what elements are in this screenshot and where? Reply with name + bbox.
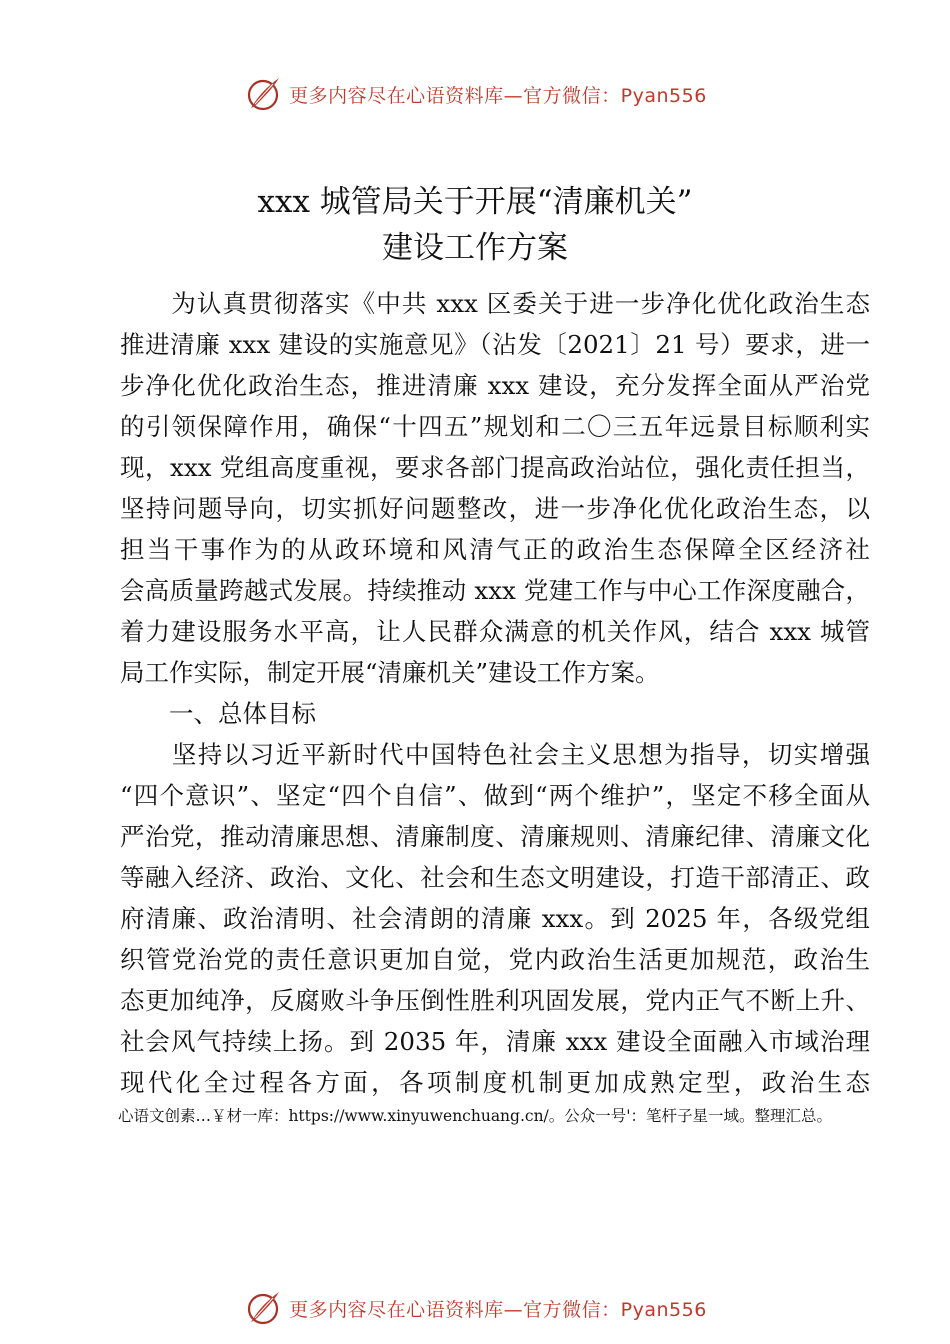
document-title-line-2: 建设工作方案 xyxy=(382,230,568,266)
page-footer: 心语文创素…￥材一库：https://www.xinyuwenchuang.cn/。公众一号'：笔杆子星一域。整理汇总。 xyxy=(117,1107,833,1125)
footer-banner xyxy=(0,1286,950,1330)
body-line: 坚持以习近平新时代中国特色社会主义思想为指导，切实增强 xyxy=(120,740,870,769)
document-title-line-1: xxx 城管局关于开展“清廉机关” xyxy=(257,184,693,220)
banner-text: 更多内容尽在心语资料库—官方微信：Pyan556 xyxy=(289,84,707,107)
body-line: “四个意识”、坚定“四个自信”、做到“两个维护”，坚定不移全面从 xyxy=(120,781,870,810)
body-line: 等融入经济、政治、文化、社会和生态文明建设，打造干部清正、政 xyxy=(120,863,870,892)
banner-text: 更多内容尽在心语资料库—官方微信：Pyan556 xyxy=(289,1298,707,1321)
body-line: 着力建设服务水平高，让人民群众满意的机关作风，结合 xxx 城管 xyxy=(120,617,870,646)
body-line: 为认真贯彻落实《中共 xxx 区委关于进一步净化优化政治生态 xyxy=(120,289,870,318)
header-banner xyxy=(0,72,950,116)
body-line: 现代化全过程各方面，各项制度机制更加成熟定型，政治生态 xyxy=(120,1068,870,1097)
section-heading: 一、总体目标 xyxy=(120,699,316,728)
body-line: 社会风气持续上扬。到 2035 年，清廉 xxx 建设全面融入市域治理 xyxy=(120,1027,870,1056)
body-line: 态更加纯净，反腐败斗争压倒性胜利巩固发展，党内正气不断上升、 xyxy=(120,986,870,1015)
body-line: 严治党，推动清廉思想、清廉制度、清廉规则、清廉纪律、清廉文化 xyxy=(120,822,870,851)
body-line: 推进清廉 xxx 建设的实施意见》（沾发〔2021〕21 号）要求，进一 xyxy=(120,330,870,359)
body-line: 的引领保障作用，确保“十四五”规划和二〇三五年远景目标顺利实 xyxy=(120,412,870,441)
body-line: 现，xxx 党组高度重视，要求各部门提高政治站位，强化责任担当， xyxy=(120,453,870,482)
body-line: 坚持问题导向，切实抓好问题整改，进一步净化优化政治生态，以 xyxy=(120,494,870,523)
body-line: 府清廉、政治清明、社会清朗的清廉 xxx。到 2025 年，各级党组 xyxy=(120,904,870,933)
body-line: 担当干事作为的从政环境和风清气正的政治生态保障全区经济社 xyxy=(120,535,870,564)
quill-pen-icon xyxy=(243,1288,283,1328)
body-line: 会高质量跨越式发展。持续推动 xxx 党建工作与中心工作深度融合， xyxy=(120,576,870,605)
body-line: 局工作实际，制定开展“清廉机关”建设工作方案。 xyxy=(120,658,660,687)
body-line: 步净化优化政治生态，推进清廉 xxx 建设，充分发挥全面从严治党 xyxy=(120,371,870,400)
quill-pen-icon xyxy=(243,74,283,114)
body-line: 织管党治党的责任意识更加自觉，党内政治生活更加规范，政治生 xyxy=(120,945,870,974)
